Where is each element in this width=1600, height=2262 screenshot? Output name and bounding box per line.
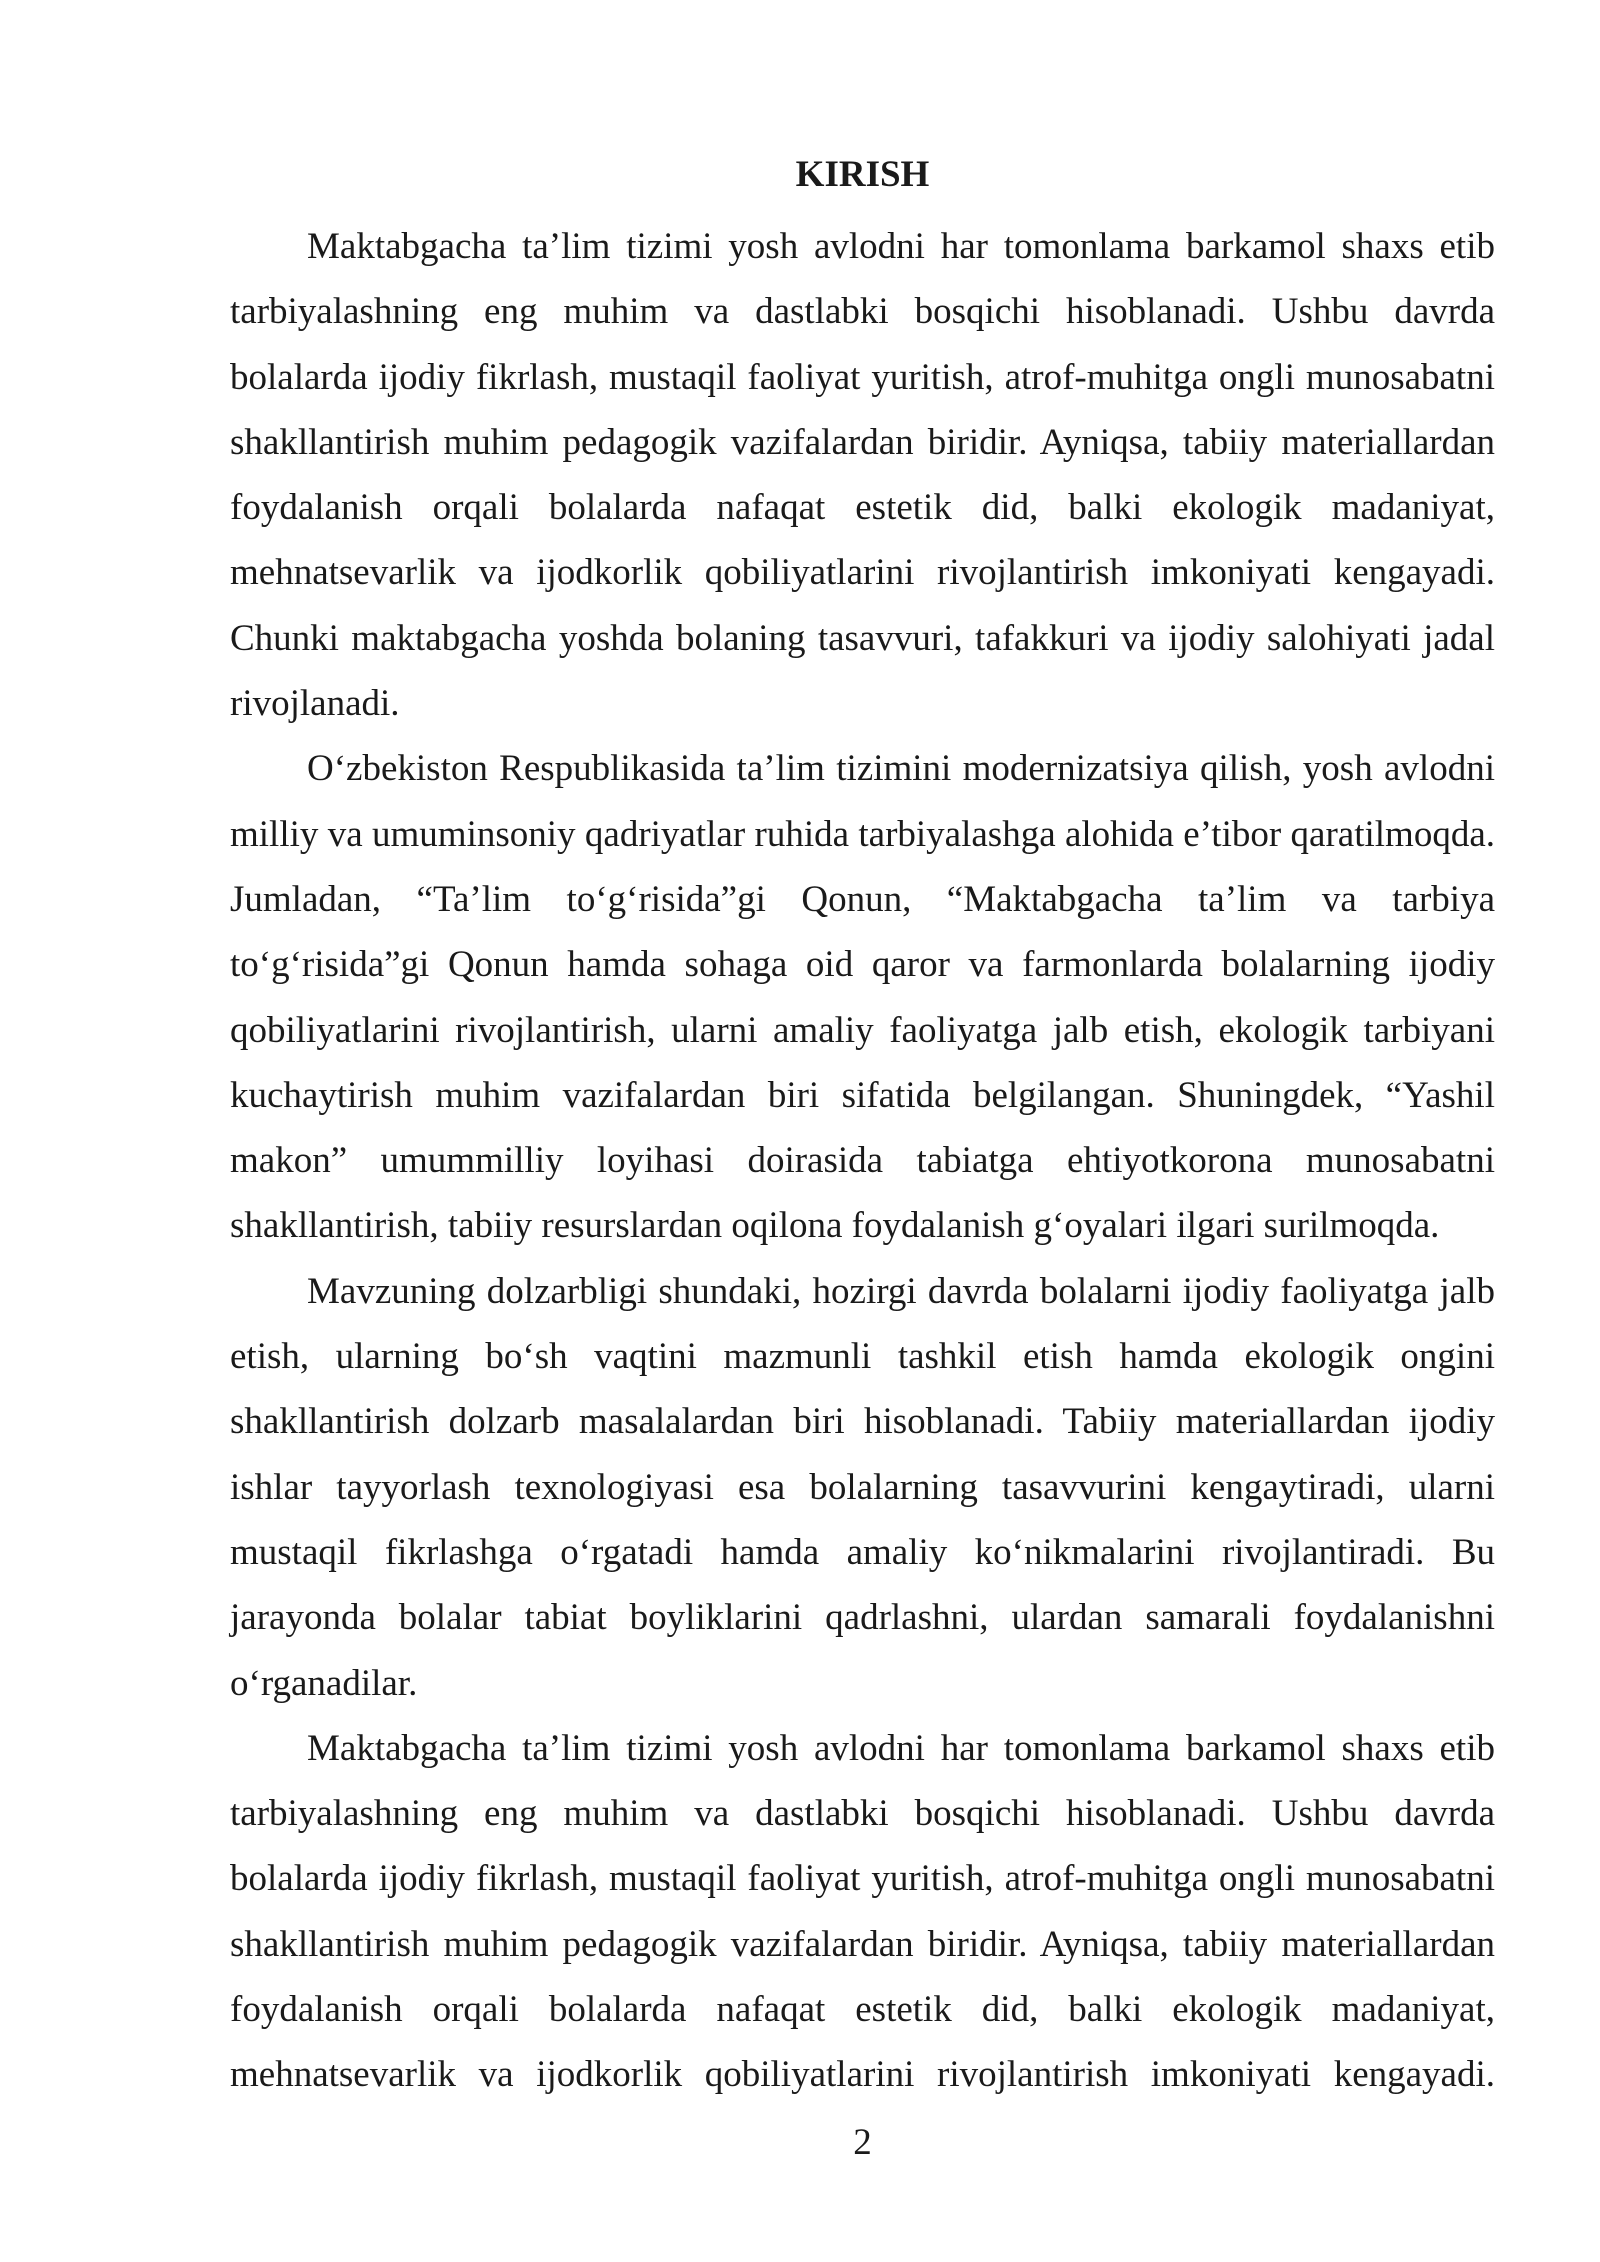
paragraph: Maktabgacha ta’lim tizimi yosh avlodni har tomonlama barkamol shaxs etib tarbiyalashning eng muhim va dastlabki bosqichi hisoblanadi. Ushbu davrda bolalarda ijodiy fikrlash, mustaqil faoliyat yuritish, atrof-muhitga ongli munosabatni shakllantirish muhim pedagogik vazifalardan biridir. Ayniqsa, tabiiy materiallardan foydalanish orqali bolalarda nafaqat estetik did, balki ekologik madaniyat, mehnatsevarlik va ijodkorlik qobiliyatlarini rivojlantirish imkoniyati kengayadi. bbox=[230, 1727, 1495, 2096]
paragraph: Maktabgacha ta’lim tizimi yosh avlodni har tomonlama barkamol shaxs etib tarbiyalashning eng muhim va dastlabki bosqichi hisoblanadi. Ushbu davrda bolalarda ijodiy fikrlash, mustaqil faoliyat yuritish, atrof-muhitga ongli munosabatni shakllantirish muhim pedagogik vazifalardan biridir. Ayniqsa, tabiiy materiallardan foydalanish orqali bolalarda nafaqat estetik did, balki ekologik madaniyat, mehnatsevarlik va ijodkorlik qobiliyatlarini rivojlantirish imkoniyati kengayadi. Chunki maktabgacha yoshda bolaning tasavvuri, tafakkuri va ijodiy salohiyati jadal rivojlanadi. bbox=[230, 226, 1495, 725]
page-number: 2 bbox=[853, 2122, 872, 2163]
body-text bbox=[230, 214, 1495, 2108]
paragraph: O‘zbekiston Respublikasida ta’lim tizimini modernizatsiya qilish, yosh avlodni milliy va umuminsoniy qadriyatlar ruhida tarbiyalashga alohida e’tibor qaratilmoqda. Jumladan, “Ta’lim to‘g‘risida”gi Qonun, “Maktabgacha ta’lim va tarbiya to‘g‘risida”gi Qonun hamda sohaga oid qaror va farmonlarda bolalarning ijodiy qobiliyatlarini rivojlantirish, ularni amaliy faoliyatga jalb etish, ekologik tarbiyani kuchaytirish muhim vazifalardan biri sifatida belgilangan. Shuningdek, “Yashil makon” umummilliy loyihasi doirasida tabiatga ehtiyotkorona munosabatni shakllantirish, tabiiy resurslardan oqilona foydalanish g‘oyalari ilgari surilmoqda. bbox=[230, 748, 1495, 1247]
page-title: KIRISH bbox=[795, 154, 930, 195]
paragraph: Mavzuning dolzarbligi shundaki, hozirgi davrda bolalarni ijodiy faoliyatga jalb etish, ularning bo‘sh vaqtini mazmunli tashkil etish hamda ekologik ongini shakllantirish dolzarb masalalardan biri hisoblanadi. Tabiiy materiallardan ijodiy ishlar tayyorlash texnologiyasi esa bolalarning tasavvurini kengaytiradi, ularni mustaqil fikrlashga o‘rgatadi hamda amaliy ko‘nikmalarini rivojlantiradi. Bu jarayonda bolalar tabiat boyliklarini qadrlashni, ulardan samarali foydalanishni o‘rganadilar. bbox=[230, 1270, 1495, 1704]
